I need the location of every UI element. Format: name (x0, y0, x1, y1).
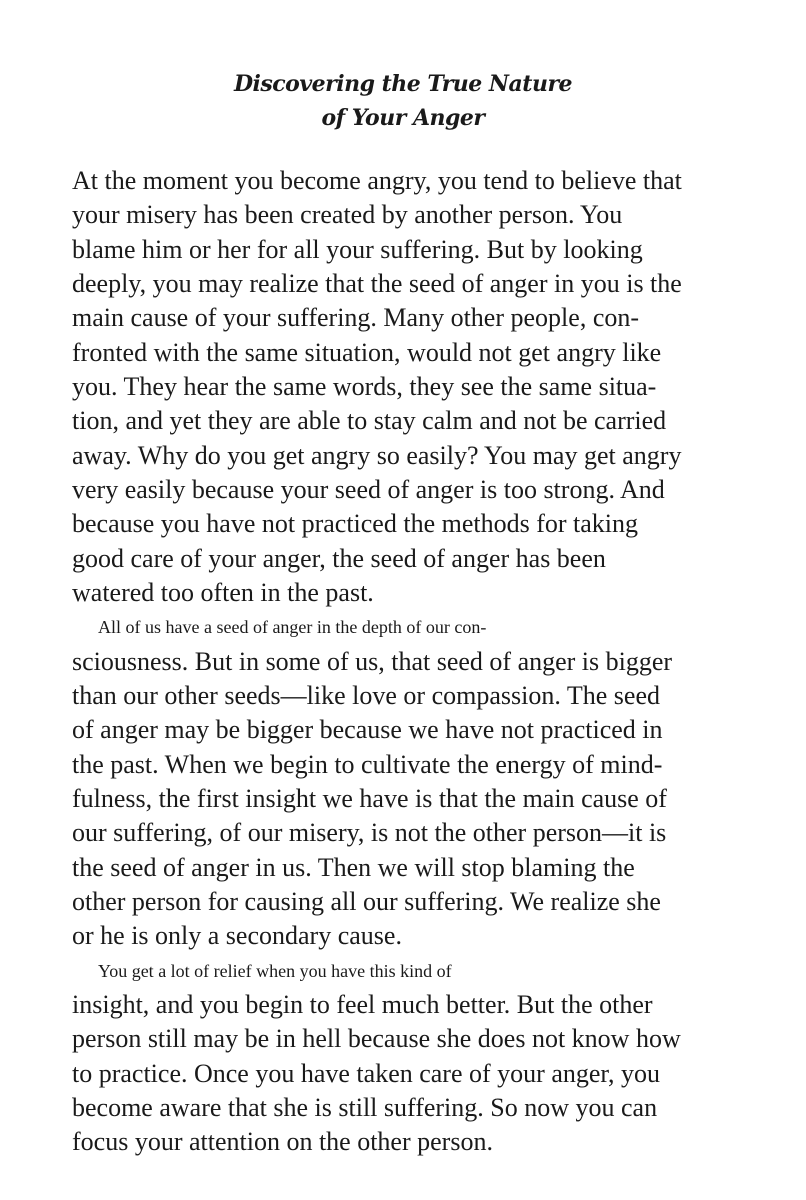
text-line: very easily because your seed of anger is too strong. And (72, 475, 665, 504)
text-line: away. Why do you get angry so easily? You may get angry (72, 441, 682, 470)
text-line: good care of your anger, the seed of anger has been (72, 544, 606, 573)
text-line: blame him or her for all your suffering. But by looking (72, 235, 643, 264)
section-title-line-1: Discovering the True Nature (233, 71, 573, 97)
text-line: become aware that she is still suffering. So now you can (72, 1093, 658, 1122)
text-line: you. They hear the same words, they see the same situa- (72, 372, 657, 401)
text-line: of anger may be bigger because we have not practiced in (72, 715, 663, 744)
paragraph-first-line: All of us have a seed of anger in the depth of our con- (98, 617, 487, 637)
text-line: the past. When we begin to cultivate the energy of mind- (72, 750, 663, 779)
section-title-line-2: of Your Anger (321, 105, 485, 131)
text-line: focus your attention on the other person. (72, 1127, 493, 1156)
text-line: deeply, you may realize that the seed of anger in you is the (72, 269, 682, 298)
text-line: than our other seeds—like love or compassion. The seed (72, 681, 660, 710)
text-line: insight, and you begin to feel much better. But the other (72, 990, 653, 1019)
text-line: the seed of anger in us. Then we will stop blaming the (72, 853, 635, 882)
text-line: to practice. Once you have taken care of your anger, you (72, 1059, 661, 1088)
text-line: other person for causing all our suffering. We realize she (72, 887, 661, 916)
text-line: sciousness. But in some of us, that seed of anger is bigger (72, 647, 673, 676)
text-line: fronted with the same situation, would not get angry like (72, 338, 662, 367)
text-line: tion, and yet they are able to stay calm and not be carried (72, 406, 667, 435)
text-line: because you have not practiced the methods for taking (72, 509, 639, 538)
paragraph-first-line: You get a lot of relief when you have this kind of (98, 961, 452, 981)
text-line: fulness, the first insight we have is that the main cause of (72, 784, 667, 813)
text-line: your misery has been created by another person. You (72, 200, 623, 229)
text-line: person still may be in hell because she does not know how (72, 1024, 681, 1053)
text-line: main cause of your suffering. Many other people, con- (72, 303, 640, 332)
text-line: watered too often in the past. (72, 578, 374, 607)
text-line: our suffering, of our misery, is not the other person—it is (72, 818, 667, 847)
text-line: or he is only a secondary cause. (72, 921, 402, 950)
text-line: At the moment you become angry, you tend to believe that (72, 166, 682, 195)
